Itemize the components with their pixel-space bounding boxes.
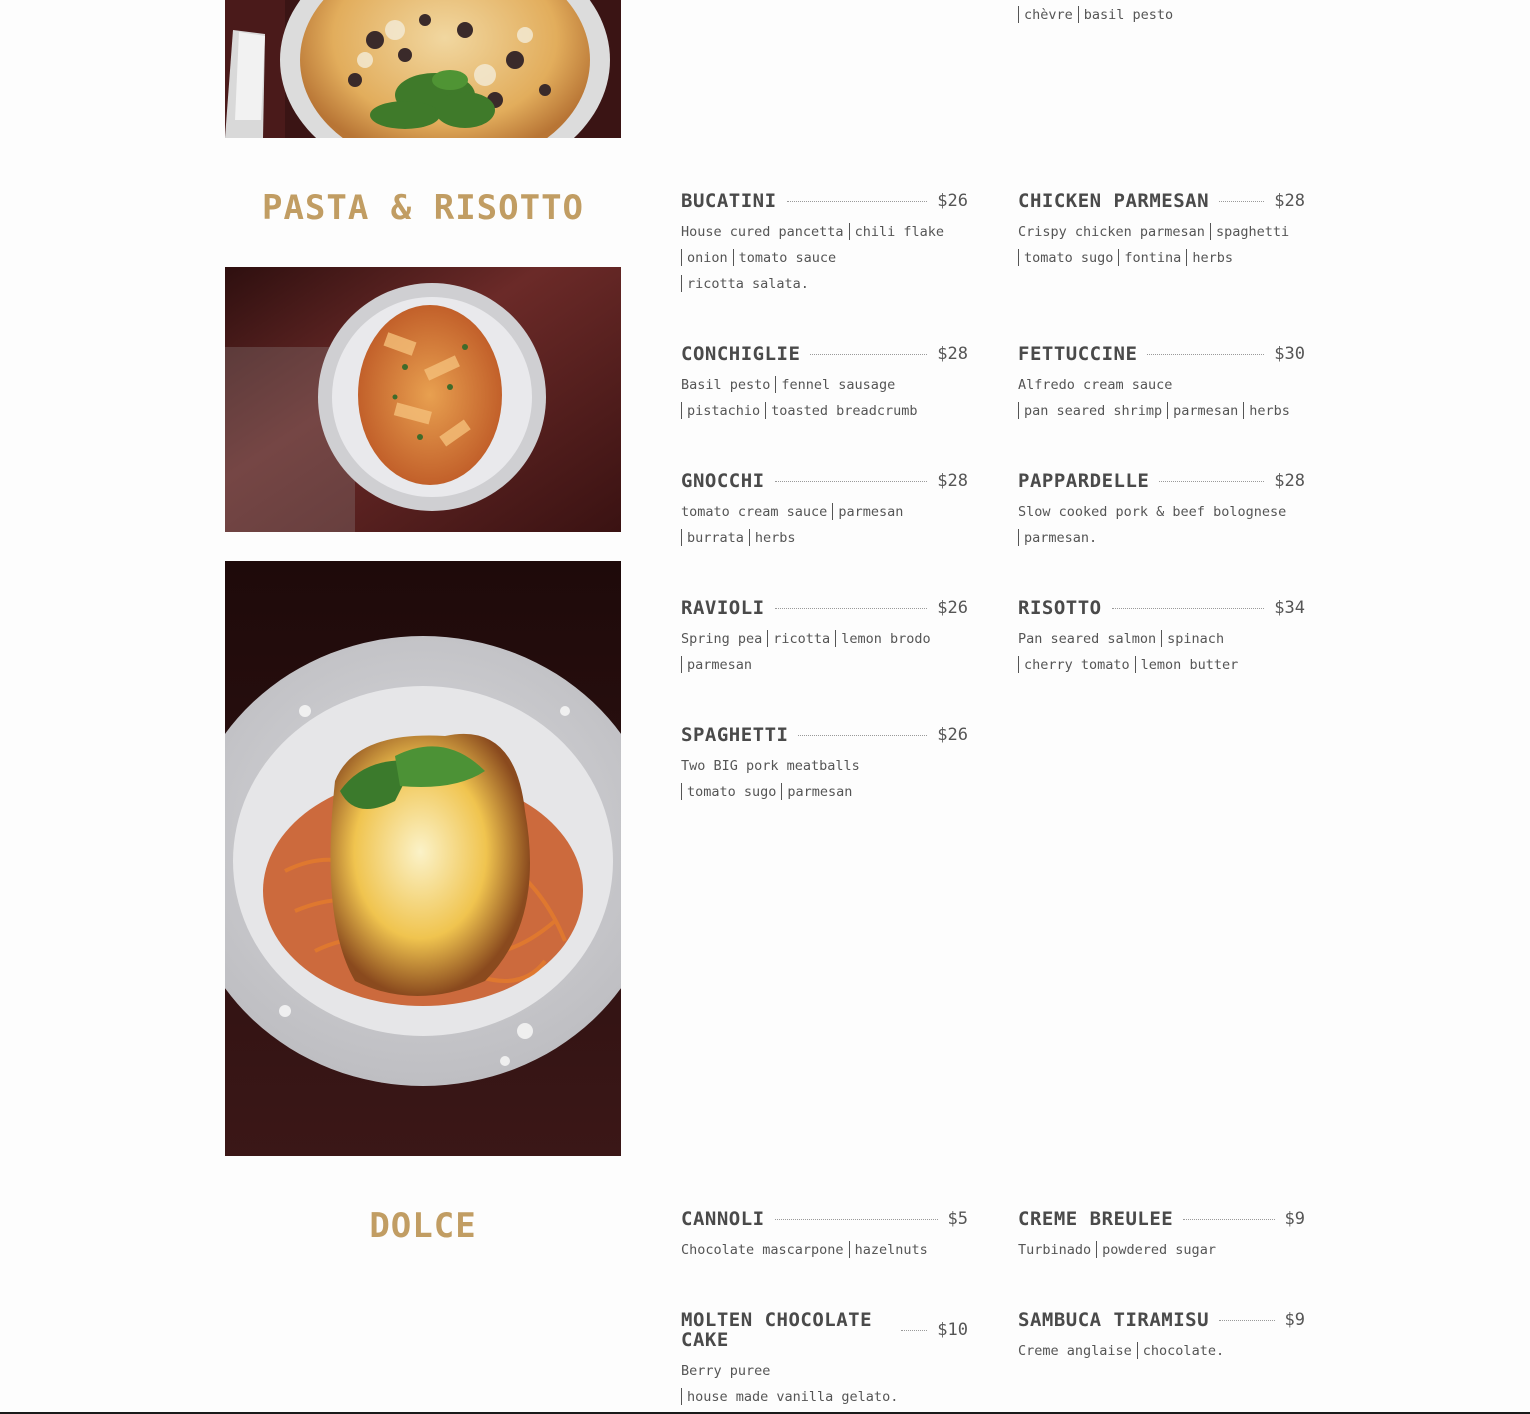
description-segment: Berry puree [681,1363,771,1379]
description-line [1018,372,1305,398]
menu-item-description [681,753,968,805]
menu-item-name: CANNOLI [681,1208,765,1230]
dotted-leader [1159,481,1264,482]
separator [835,630,836,647]
menu-item-header [681,725,968,745]
menu-item-name: CONCHIGLIE [681,343,801,365]
description-segment: onion [687,250,728,266]
separator [733,249,734,266]
menu-item [1018,598,1305,678]
menu-item [1018,471,1305,551]
dotted-leader [901,1330,927,1331]
menu-item [681,725,968,805]
separator [1018,529,1019,546]
menu-item [681,598,968,678]
menu-item [1018,191,1305,271]
menu-item [681,1209,968,1263]
description-line [1018,1338,1305,1364]
menu-item-description [1018,499,1305,551]
menu-item-name: CHICKEN PARMESAN [1018,190,1210,212]
description-segment: tomato sugo [687,784,777,800]
separator [1018,249,1019,266]
pasta-bowl-photo [225,267,621,532]
description-segment: powdered sugar [1102,1242,1216,1258]
menu-item-price: $34 [1274,598,1305,618]
menu-item-price: $28 [937,471,968,491]
menu-item-header [1018,191,1305,211]
description-segment: tomato sugo [1024,250,1114,266]
description-line [681,779,968,805]
section-title-dolce: DOLCE [369,1206,477,1246]
dotted-leader [775,1219,938,1220]
separator [832,503,833,520]
separator [1118,249,1119,266]
menu-item-price: $10 [937,1320,968,1340]
menu-item-description [681,372,968,424]
separator [1243,402,1244,419]
description-segment: herbs [754,530,796,546]
separator [1018,6,1019,23]
description-segment: lemon brodo [841,631,931,647]
menu-item-name: RAVIOLI [681,597,765,619]
description-segment: burrata [687,530,744,546]
menu-item [681,471,968,551]
separator [1161,630,1162,647]
menu-item [1018,1209,1305,1263]
separator [681,1388,682,1405]
menu-item-price: $28 [937,344,968,364]
description-line [681,245,968,271]
dotted-leader [798,735,927,736]
description-segment: Crispy chicken parmesan [1018,224,1205,240]
description-segment: Turbinado [1018,1242,1092,1258]
description-segment: parmesan [787,784,853,800]
separator [681,783,682,800]
description-line [1018,525,1305,551]
description-segment: toasted breadcrumb [771,403,918,419]
description-segment: Basil pesto [681,377,771,393]
description-segment: parmesan [687,657,753,673]
dotted-leader [1183,1219,1274,1220]
description-segment: house made vanilla gelato. [687,1389,899,1405]
separator [681,656,682,673]
separator [1018,656,1019,673]
description-line [1018,1237,1305,1263]
desc-segment: chèvre [1024,7,1073,23]
separator [765,402,766,419]
menu-item-name: RISOTTO [1018,597,1102,619]
description-segment: lemon butter [1140,657,1239,673]
menu-item-header [1018,471,1305,491]
description-segment: chocolate. [1142,1343,1225,1359]
menu-item-header [681,471,968,491]
description-segment: pistachio [687,403,761,419]
menu-item-price: $28 [1274,191,1305,211]
menu-item-description [1018,219,1305,271]
menu-item-name: BUCATINI [681,190,777,212]
description-segment: ricotta [773,631,831,647]
dotted-leader [775,481,928,482]
menu-item [681,191,968,297]
menu-item [681,344,968,424]
menu-item-description [1018,1338,1305,1364]
description-segment: hazelnuts [854,1242,928,1258]
description-segment: tomato cream sauce [681,504,828,520]
menu-item-name: CREME BREULEE [1018,1208,1174,1230]
description-line [1018,499,1305,525]
menu-item-name: FETTUCCINE [1018,343,1138,365]
description-line [681,499,968,525]
menu-item-description [1018,626,1305,678]
separator [681,529,682,546]
separator [1078,6,1079,23]
description-line [1018,398,1305,424]
description-segment: spinach [1167,631,1225,647]
menu-item [681,1310,968,1410]
menu-item-name: PAPPARDELLE [1018,470,1150,492]
separator [681,402,682,419]
menu-item-header [1018,1310,1305,1330]
description-segment: House cured pancetta [681,224,844,240]
menu-item-price: $9 [1284,1209,1305,1229]
separator [1137,1342,1138,1359]
description-segment: parmesan. [1024,530,1098,546]
description-segment: herbs [1249,403,1290,419]
menu-item-price: $26 [937,598,968,618]
menu-item-description [1018,372,1305,424]
separator [749,529,750,546]
separator [1186,249,1187,266]
menu-item-name: MOLTEN CHOCOLATE CAKE [681,1309,873,1351]
description-segment: Chocolate mascarpone [681,1242,844,1258]
description-segment: herbs [1192,250,1233,266]
separator [681,249,682,266]
menu-item-header [1018,1209,1305,1229]
description-line [681,626,968,652]
separator [1167,402,1168,419]
description-line [1018,245,1305,271]
description-segment: fennel sausage [781,377,896,393]
menu-item-header [681,1209,968,1229]
menu-item [1018,344,1305,424]
separator [849,1241,850,1258]
menu-item-description [1018,1237,1305,1263]
dotted-leader [810,354,927,355]
menu-item-header [681,1310,968,1350]
menu-item-header [681,344,968,364]
description-line [1018,626,1305,652]
description-segment: pan seared shrimp [1024,403,1163,419]
separator [1135,656,1136,673]
menu-item-price: $26 [937,725,968,745]
description-segment: Slow cooked pork & beef bolognese [1018,504,1287,520]
separator [681,275,682,292]
description-line [681,219,968,245]
partial-item-description [1018,2,1173,28]
chicken-parmesan-photo [225,561,621,1156]
description-line [681,1237,968,1263]
dotted-leader [775,608,928,609]
description-line [681,1358,968,1384]
description-line [681,652,968,678]
description-segment: Creme anglaise [1018,1343,1132,1359]
menu-item-price: $5 [947,1209,968,1229]
menu-item-header [681,191,968,211]
separator [1210,223,1211,240]
separator [781,783,782,800]
separator [1096,1241,1097,1258]
separator [849,223,850,240]
description-line [681,525,968,551]
menu-item-name: SPAGHETTI [681,724,789,746]
menu-item-description [681,499,968,551]
description-segment: Spring pea [681,631,763,647]
description-segment: ricotta salata. [687,276,809,292]
menu-item-price: $28 [1274,471,1305,491]
description-segment: spaghetti [1215,224,1290,240]
section-title-pasta: PASTA & RISOTTO [261,188,585,228]
menu-item-price: $30 [1274,344,1305,364]
menu-item-description [681,626,968,678]
description-line [681,1384,968,1410]
menu-item-description [681,1358,968,1410]
description-segment: Two BIG pork meatballs [681,758,860,774]
description-segment: chili flake [854,224,944,240]
description-line [1018,219,1305,245]
menu-item [1018,1310,1305,1364]
description-segment: fontina [1124,250,1182,266]
menu-item-header [1018,344,1305,364]
menu-item-price: $26 [937,191,968,211]
description-segment: cherry tomato [1024,657,1130,673]
dotted-leader [1219,201,1264,202]
menu-item-name: GNOCCHI [681,470,765,492]
description-segment: tomato sauce [738,250,837,266]
separator [767,630,768,647]
menu-item-description [681,1237,968,1263]
description-segment: Pan seared salmon [1018,631,1157,647]
separator [1018,402,1019,419]
menu-item-header [1018,598,1305,618]
description-line [681,398,968,424]
desc-segment: basil pesto [1083,7,1174,23]
menu-item-price: $9 [1284,1310,1305,1330]
description-line [681,753,968,779]
description-line [681,372,968,398]
pizza-photo [225,0,621,138]
description-line [1018,652,1305,678]
dotted-leader [1112,608,1265,609]
menu-item-header [681,598,968,618]
dotted-leader [1219,1320,1274,1321]
menu-item-name: SAMBUCA TIRAMISU [1018,1309,1210,1331]
description-segment: parmesan [1173,403,1239,419]
menu-item-description [681,219,968,297]
description-segment: parmesan [838,504,904,520]
description-line [681,271,968,297]
separator [775,376,776,393]
dotted-leader [1147,354,1264,355]
description-segment: Alfredo cream sauce [1018,377,1173,393]
dotted-leader [787,201,928,202]
